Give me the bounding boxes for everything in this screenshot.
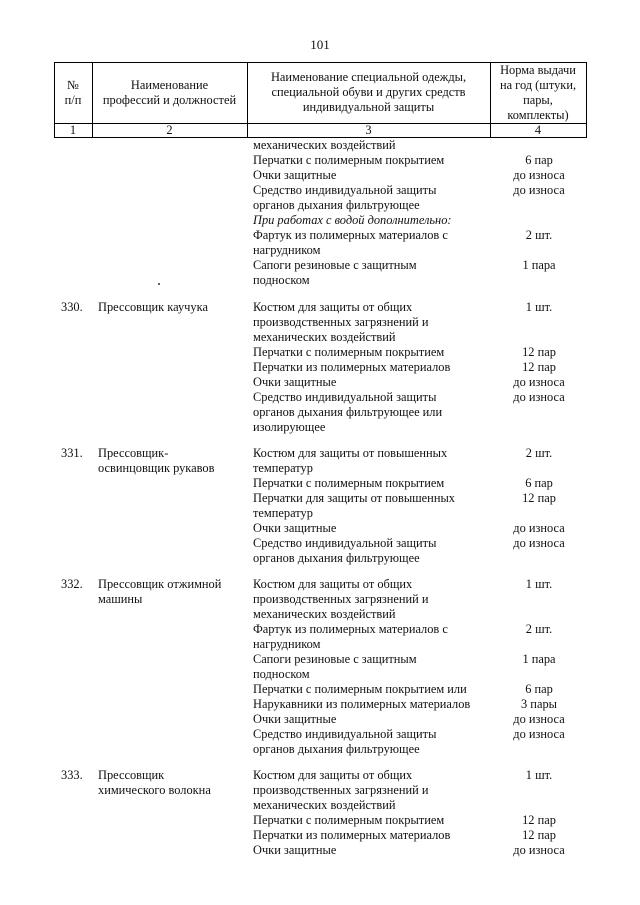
row-number: 333. [61,768,83,782]
issue-norm: 6 пар [525,476,553,490]
equipment-item: Средство индивидуальной защиты [253,183,437,197]
equipment-item: нагрудником [253,243,321,257]
issue-norm: 12 пар [522,491,556,505]
issue-norm: 12 пар [522,360,556,374]
equipment-item: производственных загрязнений и [253,783,429,797]
equipment-item: органов дыхания фильтрующее или [253,405,443,419]
equipment-item: Сапоги резиновые с защитным [253,258,417,272]
equipment-item: Нарукавники из полимерных материалов [253,697,471,711]
equipment-item: Костюм для защиты от общих [253,300,413,314]
profession-name: машины [98,592,143,606]
issue-norm: до износа [513,390,565,404]
equipment-item: изолирующее [253,420,326,434]
header-index-3: 3 [365,123,372,137]
equipment-item: Сапоги резиновые с защитным [253,652,417,666]
equipment-item: производственных загрязнений и [253,315,429,329]
scan-speck [158,283,160,285]
equipment-item: подноском [253,667,310,681]
header-col-number: № п/п [64,77,82,107]
issue-norm: 6 пар [525,682,553,696]
equipment-item: нагрудником [253,637,321,651]
equipment-item: Перчатки с полимерным покрытием [253,153,445,167]
header-index-1: 1 [69,123,77,137]
row-number: 332. [61,577,83,591]
equipment-item: механических воздействий [253,138,396,152]
issue-norm: 2 шт. [525,228,553,242]
equipment-item: органов дыхания фильтрующее [253,742,420,756]
equipment-item: производственных загрязнений и [253,592,429,606]
issue-norm: до износа [513,843,565,857]
equipment-item: Очки защитные [253,843,337,857]
issue-norm: 3 пары [521,697,557,711]
header-vline-5 [586,62,587,137]
issue-norm: 2 шт. [525,446,553,460]
header-col-norm: Норма выдачи на год (штуки, пары, комплекты) [499,62,577,122]
equipment-item: Очки защитные [253,521,337,535]
equipment-item: Очки защитные [253,375,337,389]
issue-norm: 1 шт. [525,768,553,782]
issue-norm: 12 пар [522,345,556,359]
issue-norm: до износа [513,536,565,550]
equipment-item: Средство индивидуальной защиты [253,536,437,550]
header-col-equipment: Наименование специальной одежды, специальной обуви и других средств индивидуальной защиты [270,70,467,114]
equipment-item: Средство индивидуальной защиты [253,390,437,404]
issue-norm: 12 пар [522,813,556,827]
equipment-item: Перчатки с полимерным покрытием [253,476,445,490]
equipment-item: Костюм для защиты от общих [253,768,413,782]
issue-norm: до износа [513,375,565,389]
issue-norm: до износа [513,183,565,197]
equipment-item: механических воздействий [253,798,396,812]
equipment-item: температур [253,461,313,475]
equipment-item: механических воздействий [253,330,396,344]
profession-name: химического волокна [98,783,211,797]
issue-norm: 1 пара [522,652,556,666]
equipment-item: органов дыхания фильтрующее [253,198,420,212]
profession-name: освинцовщик рукавов [98,461,215,475]
issue-norm: 1 пара [522,258,556,272]
equipment-item: Средство индивидуальной защиты [253,727,437,741]
equipment-item: Перчатки для защиты от повышенных [253,491,455,505]
equipment-item: Перчатки из полимерных материалов [253,828,451,842]
issue-norm: до износа [513,521,565,535]
issue-norm: до износа [513,712,565,726]
row-number: 331. [61,446,83,460]
equipment-item: подноском [253,273,310,287]
equipment-item: органов дыхания фильтрующее [253,551,420,565]
equipment-item: Перчатки с полимерным покрытием или [253,682,467,696]
equipment-item: Очки защитные [253,712,337,726]
page-number: 101 [310,37,330,52]
profession-name: Прессовщик каучука [98,300,208,314]
issue-norm: 12 пар [522,828,556,842]
header-index-2: 2 [166,123,173,137]
equipment-item: При работах с водой дополнительно: [253,213,452,227]
equipment-item: Костюм для защиты от общих [253,577,413,591]
profession-name: Прессовщик- [98,446,169,460]
profession-name: Прессовщик отжимной [98,577,222,591]
issue-norm: до износа [513,168,565,182]
equipment-item: Фартук из полимерных материалов с [253,228,448,242]
equipment-item: Перчатки с полимерным покрытием [253,813,445,827]
equipment-item: Костюм для защиты от повышенных [253,446,448,460]
issue-norm: 6 пар [525,153,553,167]
header-col-profession: Наименование профессий и должностей [102,77,237,107]
profession-name: Прессовщик [98,768,165,782]
equipment-item: Перчатки с полимерным покрытием [253,345,445,359]
row-number: 330. [61,300,83,314]
header-index-4: 4 [534,123,542,137]
issue-norm: 1 шт. [525,577,553,591]
issue-norm: 2 шт. [525,622,553,636]
equipment-item: Фартук из полимерных материалов с [253,622,448,636]
issue-norm: 1 шт. [525,300,553,314]
equipment-item: Перчатки из полимерных материалов [253,360,451,374]
equipment-item: механических воздействий [253,607,396,621]
equipment-item: температур [253,506,313,520]
issue-norm: до износа [513,727,565,741]
equipment-item: Очки защитные [253,168,337,182]
